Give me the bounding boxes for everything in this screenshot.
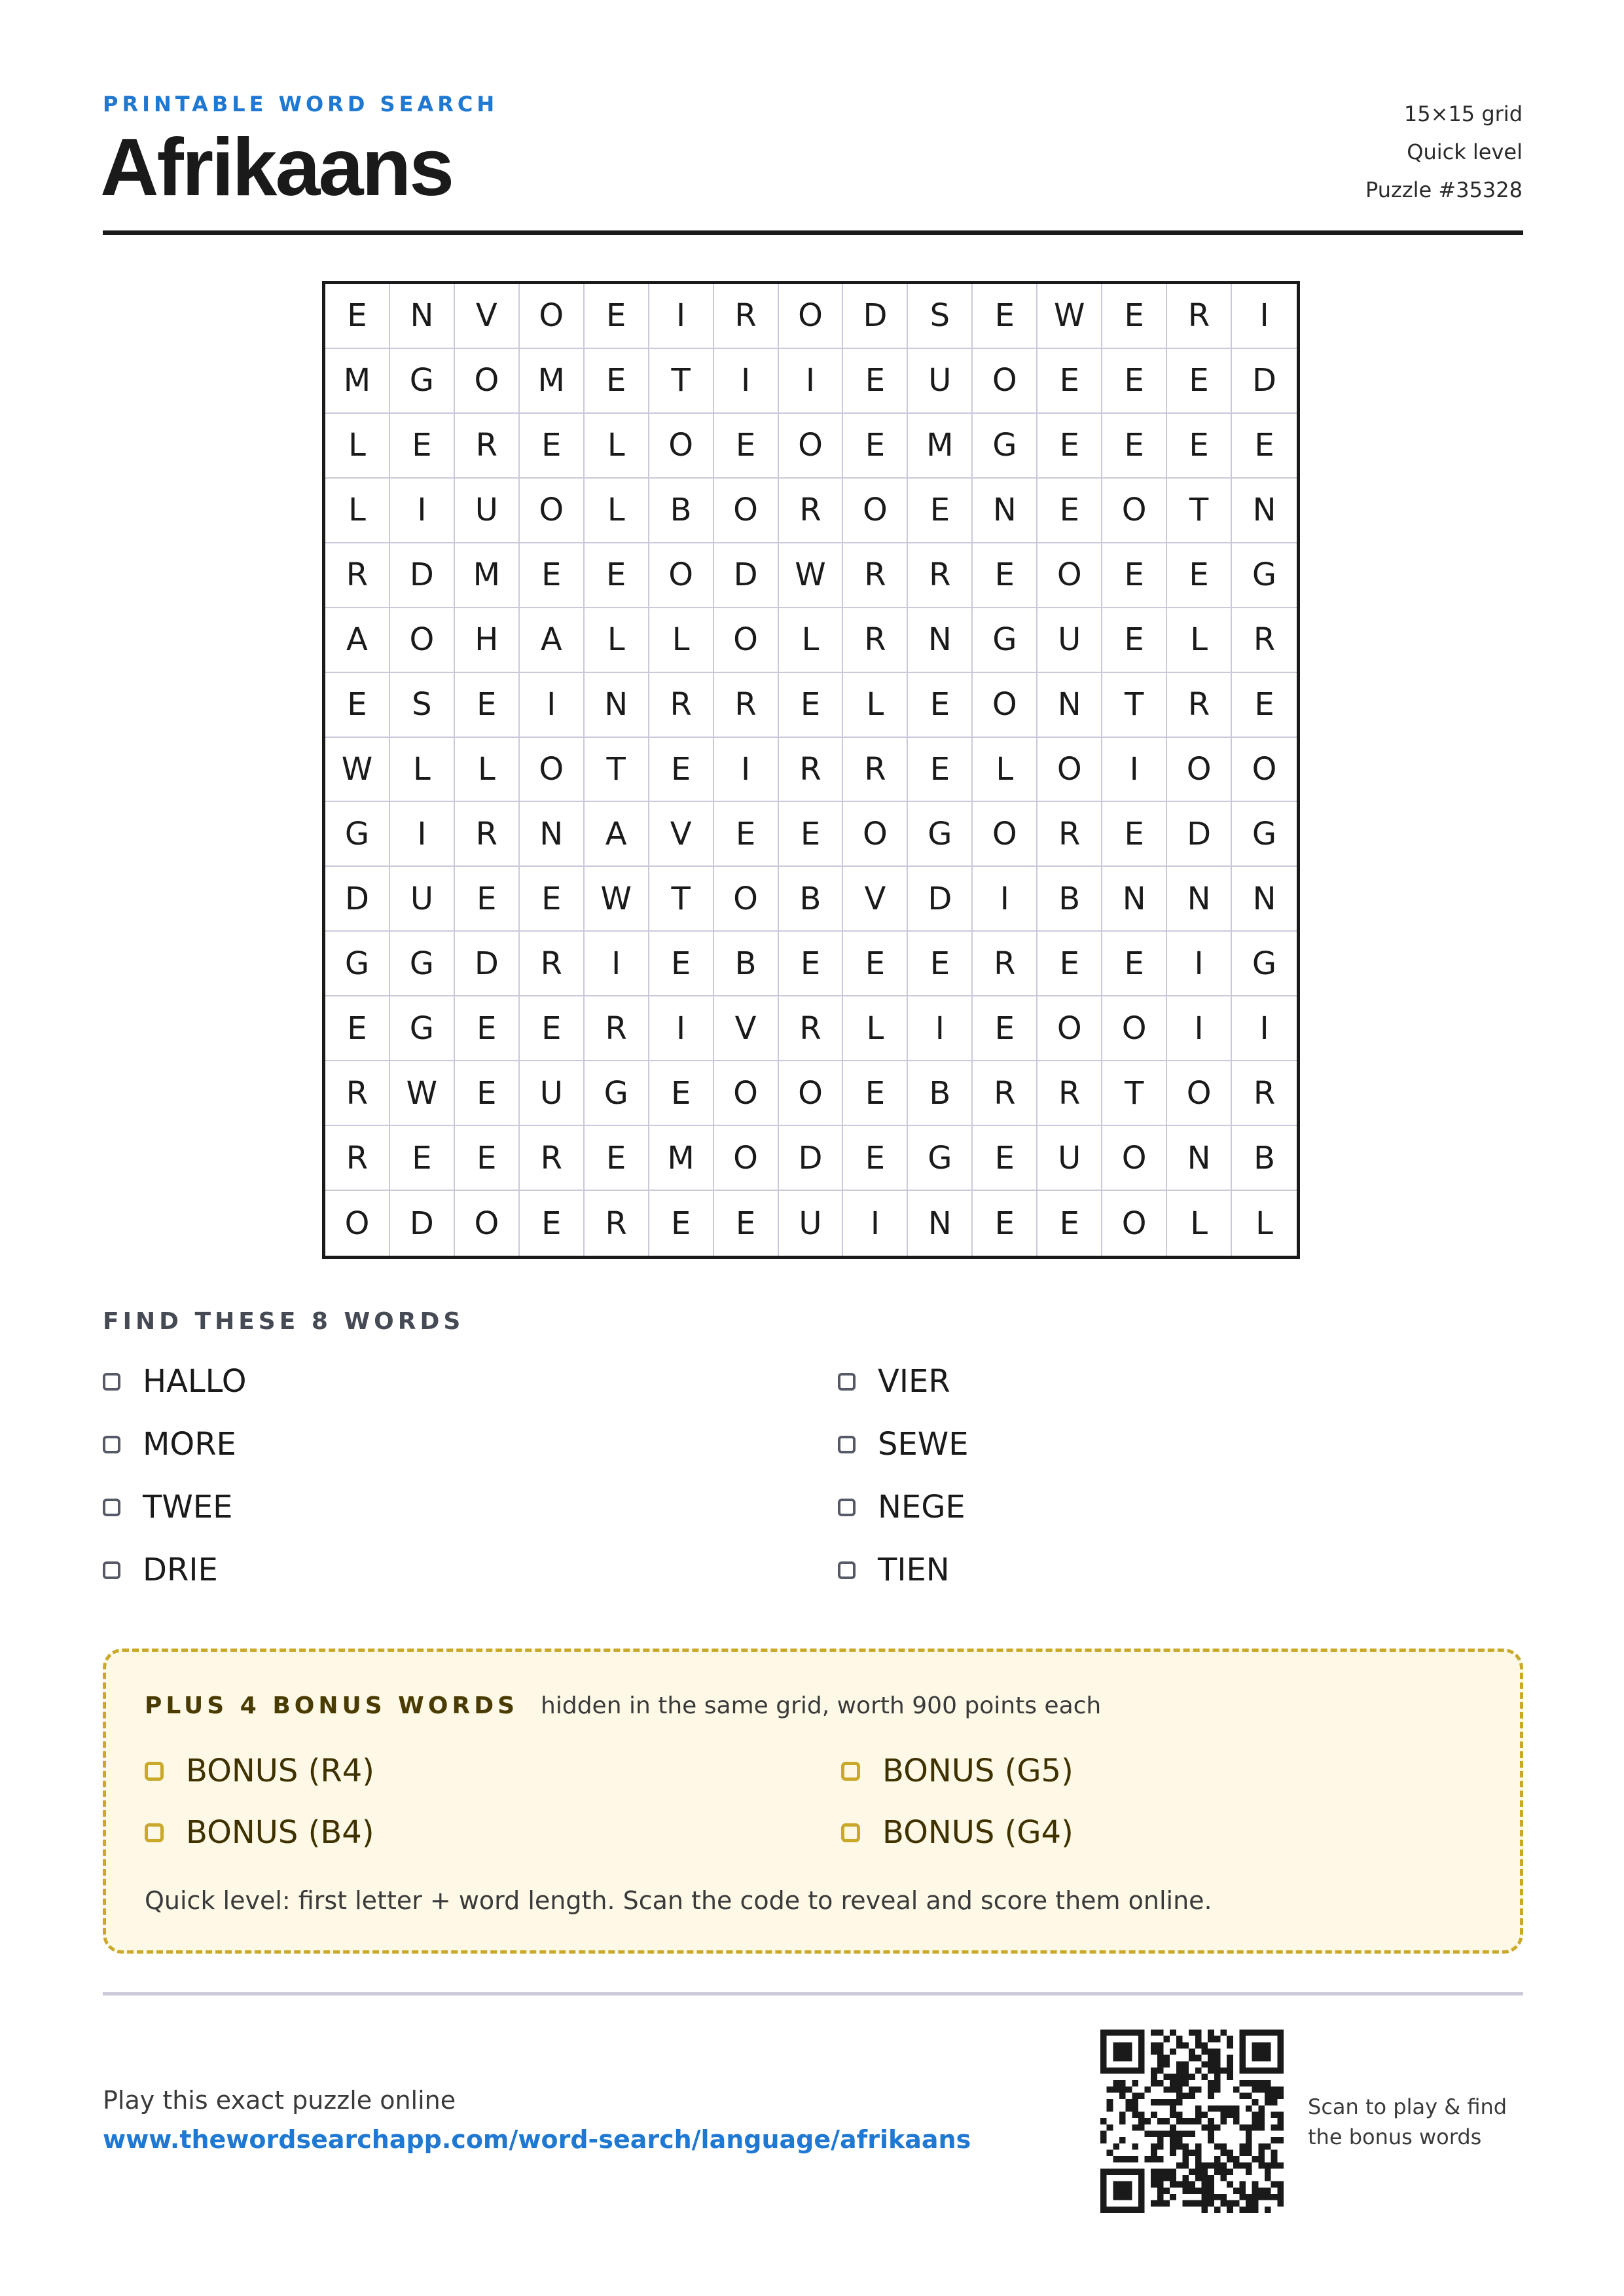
grid-cell[interactable]: R [714, 284, 779, 349]
grid-cell[interactable]: L [973, 738, 1038, 803]
grid-cell[interactable]: M [649, 1126, 714, 1191]
grid-cell[interactable]: L [585, 608, 649, 673]
grid-cell[interactable]: O [1038, 543, 1102, 608]
bonus-header [145, 1692, 1101, 1719]
grid-cell[interactable]: E [714, 414, 779, 479]
grid-cell[interactable]: D [390, 1191, 455, 1256]
grid-cell[interactable]: D [1167, 802, 1232, 867]
grid-cell[interactable]: V [714, 996, 779, 1061]
grid-cell[interactable]: O [649, 543, 714, 608]
grid-cell[interactable]: N [390, 284, 455, 349]
grid-cell[interactable]: G [1232, 802, 1297, 867]
grid-cell[interactable]: E [520, 996, 585, 1061]
grid-cell[interactable]: E [1038, 932, 1102, 996]
grid-cell[interactable]: E [973, 1191, 1038, 1256]
grid-cell[interactable]: I [1232, 996, 1297, 1061]
grid-cell[interactable]: L [455, 738, 520, 803]
grid-cell[interactable]: E [908, 932, 973, 996]
grid-cell[interactable]: E [1038, 1191, 1102, 1256]
grid-cell[interactable]: N [1232, 867, 1297, 932]
grid-cell[interactable]: O [843, 479, 908, 543]
checkbox-icon[interactable] [103, 1561, 120, 1579]
bonus-item[interactable] [841, 1751, 1074, 1791]
grid-cell[interactable]: E [908, 738, 973, 803]
grid-cell[interactable]: O [390, 608, 455, 673]
grid-cell[interactable]: O [455, 349, 520, 414]
grid-cell[interactable]: G [908, 802, 973, 867]
grid-cell[interactable]: E [325, 673, 390, 738]
grid-cell[interactable]: O [649, 414, 714, 479]
grid-cell[interactable]: R [1167, 284, 1232, 349]
grid-cell[interactable]: E [714, 1191, 779, 1256]
grid-cell[interactable]: E [908, 673, 973, 738]
bonus-panel [103, 1649, 1523, 1954]
grid-cell[interactable]: E [1038, 349, 1102, 414]
grid-cell[interactable]: O [455, 1191, 520, 1256]
qr-code-icon[interactable] [1100, 2030, 1284, 2213]
grid-cell[interactable]: B [1038, 867, 1102, 932]
grid-size-label: 15×15 grid [1403, 101, 1523, 126]
word-list-title: FIND THESE 8 WORDS [103, 1308, 465, 1335]
grid-cell[interactable]: E [1038, 414, 1102, 479]
grid-cell[interactable]: H [455, 608, 520, 673]
checkbox-icon[interactable] [145, 1823, 164, 1842]
grid-cell[interactable]: E [1167, 349, 1232, 414]
grid-cell[interactable]: R [1038, 1061, 1102, 1126]
grid-cell[interactable]: L [843, 673, 908, 738]
grid-cell[interactable]: R [649, 673, 714, 738]
grid-cell[interactable]: E [1102, 802, 1167, 867]
grid-cell[interactable]: E [843, 1061, 908, 1126]
bonus-item[interactable] [145, 1813, 374, 1852]
grid-cell[interactable]: G [1232, 543, 1297, 608]
grid-cell[interactable]: D [779, 1126, 844, 1191]
grid-cell[interactable]: O [1102, 1191, 1167, 1256]
grid-cell[interactable]: O [520, 738, 585, 803]
bonus-label: BONUS (G4) [882, 1814, 1074, 1851]
grid-cell[interactable]: E [779, 673, 844, 738]
grid-cell[interactable]: V [455, 284, 520, 349]
grid-cell[interactable]: I [520, 673, 585, 738]
grid-cell[interactable]: E [1232, 673, 1297, 738]
footer-divider [103, 1992, 1523, 1995]
word-item[interactable] [838, 1487, 965, 1527]
grid-cell[interactable]: E [1167, 414, 1232, 479]
grid-cell[interactable]: B [779, 867, 844, 932]
grid-cell[interactable]: O [1038, 996, 1102, 1061]
grid-cell[interactable]: U [520, 1061, 585, 1126]
grid-cell[interactable]: T [1102, 1061, 1167, 1126]
bonus-item[interactable] [145, 1751, 374, 1791]
grid-cell[interactable]: M [325, 349, 390, 414]
grid-cell[interactable]: A [325, 608, 390, 673]
grid-cell[interactable]: T [649, 867, 714, 932]
grid-cell[interactable]: E [843, 1126, 908, 1191]
grid-cell[interactable]: U [1038, 608, 1102, 673]
grid-cell[interactable]: N [520, 802, 585, 867]
puzzle-meta [1365, 95, 1523, 209]
grid-cell[interactable]: E [973, 1126, 1038, 1191]
grid-cell[interactable]: D [908, 867, 973, 932]
grid-cell[interactable]: L [1167, 608, 1232, 673]
grid-cell[interactable]: E [1102, 284, 1167, 349]
grid-cell[interactable]: R [325, 1061, 390, 1126]
word-label: VIER [878, 1363, 950, 1400]
grid-cell[interactable]: W [390, 1061, 455, 1126]
grid-cell[interactable]: L [843, 996, 908, 1061]
grid-cell[interactable]: E [520, 867, 585, 932]
grid-cell[interactable]: A [585, 802, 649, 867]
grid-cell[interactable]: E [973, 996, 1038, 1061]
grid-cell[interactable]: R [520, 1126, 585, 1191]
grid-cell[interactable]: O [1167, 738, 1232, 803]
word-item[interactable] [103, 1362, 246, 1401]
grid-cell[interactable]: R [1232, 608, 1297, 673]
grid-cell[interactable]: O [1038, 738, 1102, 803]
grid-cell[interactable]: E [390, 1126, 455, 1191]
level-label: Quick level [1407, 139, 1523, 164]
grid-cell[interactable]: O [1102, 996, 1167, 1061]
grid-cell[interactable]: O [779, 284, 844, 349]
grid-cell[interactable]: I [1167, 932, 1232, 996]
grid-cell[interactable]: E [455, 867, 520, 932]
grid-cell[interactable]: E [973, 284, 1038, 349]
grid-cell[interactable]: R [779, 738, 844, 803]
grid-cell[interactable]: I [1167, 996, 1232, 1061]
grid-cell[interactable]: B [1232, 1126, 1297, 1191]
grid-cell[interactable]: I [843, 1191, 908, 1256]
word-label: TIEN [878, 1552, 950, 1588]
grid-cell[interactable]: B [714, 932, 779, 996]
checkbox-icon[interactable] [103, 1373, 120, 1391]
grid-cell[interactable]: E [520, 1191, 585, 1256]
grid-cell[interactable]: R [1038, 802, 1102, 867]
grid-cell[interactable]: E [455, 1061, 520, 1126]
footer-link[interactable]: www.thewordsearchapp.com/word-search/language/afrikaans [103, 2125, 971, 2154]
grid-cell[interactable]: R [843, 608, 908, 673]
bonus-title: PLUS 4 BONUS WORDS [145, 1692, 519, 1719]
grid-cell[interactable]: E [843, 932, 908, 996]
grid-cell[interactable]: D [1232, 349, 1297, 414]
word-label: TWEE [143, 1489, 233, 1525]
bonus-label: BONUS (G5) [882, 1753, 1074, 1789]
grid-cell[interactable]: E [649, 738, 714, 803]
word-item[interactable] [103, 1425, 236, 1464]
grid-cell[interactable]: R [973, 932, 1038, 996]
word-list [103, 1362, 1523, 1624]
grid-cell[interactable]: R [455, 414, 520, 479]
grid-cell[interactable]: E [585, 1126, 649, 1191]
grid-cell[interactable]: E [1102, 543, 1167, 608]
grid-cell[interactable]: N [1167, 867, 1232, 932]
grid-cell[interactable]: O [714, 1061, 779, 1126]
grid-cell[interactable]: I [1232, 284, 1297, 349]
grid-cell[interactable]: O [520, 479, 585, 543]
grid-cell[interactable]: M [455, 543, 520, 608]
checkbox-icon[interactable] [838, 1499, 856, 1516]
grid-cell[interactable]: E [779, 932, 844, 996]
grid-cell[interactable]: O [714, 479, 779, 543]
bonus-note: Quick level: first letter + word length. Scan the code to reveal and score them online. [145, 1886, 1212, 1915]
grid-cell[interactable]: E [714, 802, 779, 867]
grid-cell[interactable]: E [1038, 479, 1102, 543]
grid-cell[interactable]: O [520, 284, 585, 349]
grid-cell[interactable]: M [520, 349, 585, 414]
grid-cell[interactable]: G [973, 608, 1038, 673]
grid-cell[interactable]: T [1167, 479, 1232, 543]
grid-cell[interactable]: T [649, 349, 714, 414]
grid-cell[interactable]: G [908, 1126, 973, 1191]
grid-cell[interactable]: L [779, 608, 844, 673]
grid-cell[interactable]: R [585, 1191, 649, 1256]
header-divider [103, 230, 1523, 235]
qr-caption [1308, 2092, 1507, 2152]
grid-cell[interactable]: O [714, 867, 779, 932]
checkbox-icon[interactable] [838, 1561, 856, 1579]
grid-cell[interactable]: U [1038, 1126, 1102, 1191]
page-title: Afrikaans [100, 122, 453, 213]
checkbox-icon[interactable] [841, 1762, 860, 1781]
grid-cell[interactable]: M [908, 414, 973, 479]
grid-cell[interactable]: I [1102, 738, 1167, 803]
grid-cell[interactable]: R [973, 1061, 1038, 1126]
grid-cell[interactable]: E [908, 479, 973, 543]
grid-cell[interactable]: E [455, 673, 520, 738]
grid-cell[interactable]: R [1232, 1061, 1297, 1126]
grid-cell[interactable]: E [1102, 414, 1167, 479]
grid-cell[interactable]: T [585, 738, 649, 803]
grid-cell[interactable]: E [1167, 543, 1232, 608]
grid-cell[interactable]: N [1232, 479, 1297, 543]
grid-cell[interactable]: D [390, 543, 455, 608]
word-label: SEWE [878, 1426, 969, 1463]
grid-cell[interactable]: O [1102, 1126, 1167, 1191]
grid-cell[interactable]: I [779, 349, 844, 414]
puzzle-number-label: Puzzle #35328 [1365, 177, 1523, 202]
grid-cell[interactable]: I [649, 284, 714, 349]
grid-cell[interactable]: U [390, 867, 455, 932]
grid-cell[interactable]: R [843, 738, 908, 803]
grid-cell[interactable]: E [843, 414, 908, 479]
grid-cell[interactable]: L [1255, 1205, 1273, 1242]
grid-cell[interactable]: D [325, 867, 390, 932]
grid-cell[interactable]: R [843, 543, 908, 608]
grid-cell[interactable]: E [649, 932, 714, 996]
grid-cell[interactable]: E [1232, 414, 1297, 479]
grid-cell[interactable]: I [390, 479, 455, 543]
grid-cell[interactable]: E [455, 996, 520, 1061]
grid-cell[interactable]: D [843, 284, 908, 349]
grid-cell[interactable]: E [1102, 932, 1167, 996]
word-item[interactable] [103, 1487, 232, 1527]
grid-cell[interactable]: G [1232, 932, 1297, 996]
word-label: NEGE [878, 1489, 965, 1525]
grid-cell[interactable]: B [908, 1061, 973, 1126]
grid-cell[interactable]: E [649, 1061, 714, 1126]
grid-cell[interactable]: R [779, 996, 844, 1061]
grid-cell[interactable]: R [779, 479, 844, 543]
grid-cell[interactable]: G [390, 932, 455, 996]
grid-cell[interactable]: N [908, 608, 973, 673]
grid-cell[interactable]: I [649, 996, 714, 1061]
grid-cell[interactable]: R [1167, 673, 1232, 738]
grid-cell[interactable]: N [1167, 1126, 1232, 1191]
word-label: MORE [143, 1426, 236, 1463]
grid-cell[interactable]: L [649, 608, 714, 673]
grid-cell[interactable]: E [1102, 608, 1167, 673]
grid-cell[interactable]: L [585, 479, 649, 543]
checkbox-icon[interactable] [145, 1762, 164, 1781]
grid-cell[interactable]: L [325, 479, 390, 543]
grid-cell[interactable]: U [779, 1191, 844, 1256]
checkbox-icon[interactable] [103, 1436, 120, 1453]
grid-cell[interactable]: N [908, 1191, 973, 1256]
grid-cell[interactable]: R [325, 543, 390, 608]
grid-cell[interactable]: V [843, 867, 908, 932]
checkbox-icon[interactable] [838, 1373, 856, 1391]
qr-caption-line: Scan to play & find [1308, 2094, 1507, 2119]
grid-cell[interactable]: L [390, 738, 455, 803]
grid-cell[interactable]: E [585, 543, 649, 608]
grid-cell[interactable]: O [973, 802, 1038, 867]
qr-caption-line: the bonus words [1308, 2124, 1482, 2149]
grid-cell[interactable]: W [1038, 284, 1102, 349]
grid-cell[interactable]: G [325, 932, 390, 996]
grid-cell[interactable]: O [714, 608, 779, 673]
grid-cell[interactable]: A [520, 608, 585, 673]
checkbox-icon[interactable] [838, 1436, 856, 1453]
grid-cell[interactable]: I [390, 802, 455, 867]
grid-cell[interactable]: L [325, 414, 390, 479]
grid-cell[interactable]: E [585, 284, 649, 349]
grid-cell[interactable]: R [714, 673, 779, 738]
grid-cell[interactable]: O [973, 673, 1038, 738]
grid-cell[interactable]: I [714, 349, 779, 414]
grid-cell[interactable]: N [973, 479, 1038, 543]
grid-cell[interactable]: R [908, 543, 973, 608]
grid-cell[interactable]: G [585, 1061, 649, 1126]
grid-cell[interactable]: N [1102, 867, 1167, 932]
grid-cell[interactable]: E [455, 1126, 520, 1191]
footer-lead: Play this exact puzzle online [103, 2086, 456, 2115]
grid-cell[interactable]: O [1167, 1061, 1232, 1126]
grid-cell[interactable]: G [390, 349, 455, 414]
grid-cell[interactable]: N [585, 673, 649, 738]
grid-cell[interactable]: E [973, 543, 1038, 608]
grid-cell[interactable]: I [714, 738, 779, 803]
grid-cell[interactable]: I [973, 867, 1038, 932]
grid-cell[interactable]: G [973, 414, 1038, 479]
grid-cell[interactable]: S [390, 673, 455, 738]
grid-cell[interactable]: L [1167, 1191, 1232, 1256]
grid-cell[interactable]: U [455, 479, 520, 543]
grid-cell[interactable]: O [973, 349, 1038, 414]
grid-cell[interactable]: E [649, 1191, 714, 1256]
word-label: HALLO [143, 1363, 247, 1400]
grid-cell[interactable]: O [779, 414, 844, 479]
grid-cell[interactable]: W [585, 867, 649, 932]
grid-cell[interactable]: D [455, 932, 520, 996]
grid-cell[interactable]: O [843, 802, 908, 867]
grid-cell[interactable]: I [908, 996, 973, 1061]
grid-cell[interactable]: L [585, 414, 649, 479]
bonus-subtitle: hidden in the same grid, worth 900 points each [541, 1692, 1102, 1719]
checkbox-icon[interactable] [841, 1823, 860, 1842]
word-item[interactable] [103, 1550, 218, 1590]
grid-cell[interactable]: O [714, 1126, 779, 1191]
grid-cell[interactable]: B [649, 479, 714, 543]
checkbox-icon[interactable] [103, 1499, 120, 1516]
word-item[interactable] [838, 1362, 950, 1401]
grid-cell[interactable]: E [585, 349, 649, 414]
grid-cell[interactable]: T [1102, 673, 1167, 738]
grid-cell[interactable]: E [520, 414, 585, 479]
grid-cell[interactable]: E [390, 414, 455, 479]
grid-cell[interactable]: R [585, 996, 649, 1061]
letter-grid [322, 281, 1300, 1259]
grid-cell[interactable]: E [1102, 349, 1167, 414]
bonus-item[interactable] [841, 1813, 1074, 1852]
grid-cell[interactable]: R [325, 1126, 390, 1191]
grid-cell[interactable]: O [1232, 738, 1297, 803]
grid-cell[interactable]: I [585, 932, 649, 996]
grid-cell[interactable]: G [325, 802, 390, 867]
grid-cell[interactable]: D [714, 543, 779, 608]
grid-cell[interactable]: E [779, 802, 844, 867]
word-item[interactable] [838, 1550, 950, 1590]
grid-cell[interactable]: N [1038, 673, 1102, 738]
grid-cell[interactable]: O [1102, 479, 1167, 543]
grid-cell[interactable]: O [325, 1191, 390, 1256]
grid-cell[interactable]: E [325, 996, 390, 1061]
grid-cell[interactable]: W [779, 543, 844, 608]
bonus-label: BONUS (R4) [186, 1753, 374, 1789]
grid-cell[interactable]: R [455, 802, 520, 867]
grid-cell[interactable]: E [520, 543, 585, 608]
word-item[interactable] [838, 1425, 969, 1464]
grid-cell[interactable]: E [843, 349, 908, 414]
grid-cell[interactable]: G [390, 996, 455, 1061]
word-label: DRIE [143, 1552, 218, 1588]
grid-cell[interactable]: W [325, 738, 390, 803]
bonus-label: BONUS (B4) [186, 1814, 374, 1851]
grid-cell[interactable]: E [325, 284, 390, 349]
grid-cell[interactable]: R [520, 932, 585, 996]
grid-cell[interactable]: O [779, 1061, 844, 1126]
grid-cell[interactable]: S [908, 284, 973, 349]
grid-cell[interactable]: V [649, 802, 714, 867]
eyebrow-label: PRINTABLE WORD SEARCH [103, 92, 499, 117]
grid-cell[interactable]: U [908, 349, 973, 414]
